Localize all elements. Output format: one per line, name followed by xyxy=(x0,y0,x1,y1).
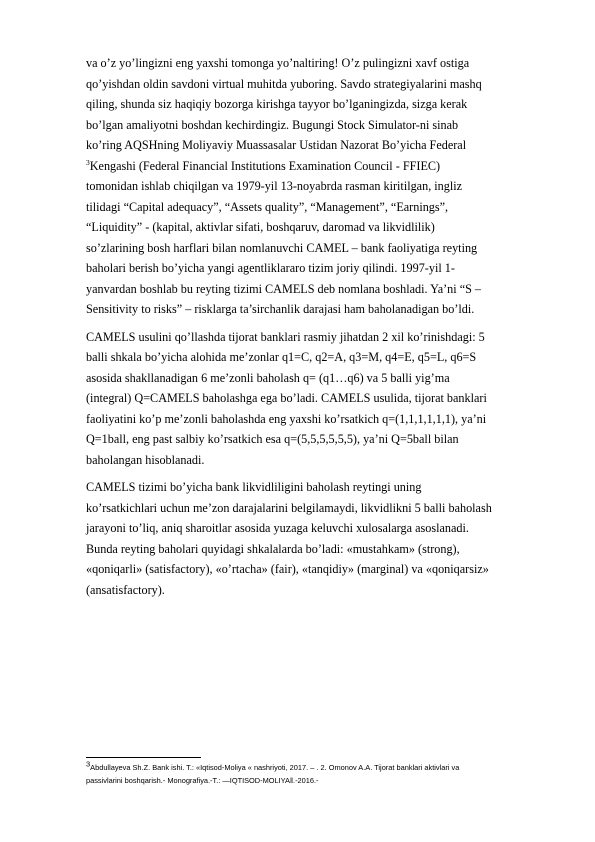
text-line xyxy=(86,156,556,177)
footnote-text: Abdullayeva Sh.Z. Bank ishi. T.: «Iqtisod-Moliya « nashriyoti, 2017. – . 2. Omonov A.A. Tijorat banklari aktivlari va xyxy=(90,763,460,772)
footnote-mark: 3 xyxy=(86,759,91,769)
text-line: tomonidan ishlab chiqilgan va 1979-yil 13-noyabrda rasman kiritilgan, ingliz xyxy=(86,179,463,193)
text-line: qo’yishdan oldin savdoni virtual muhitda yuboring. Savdo strategiyalarini mashq xyxy=(86,76,482,91)
text-line: so’zlarining bosh harflari bilan nomlanuvchi CAMEL – bank faoliyatiga reyting xyxy=(86,240,478,255)
text-line: (integral) Q=CAMELS baholashga ega bo’ladi. CAMELS usulida, tijorat banklari xyxy=(86,391,487,405)
footnote-reference: 3 xyxy=(86,157,90,167)
text-line: (ansatisfactory). xyxy=(86,582,165,597)
text-span: Kengashi (Federal Financial Institutions Examination Council - FFIEC) xyxy=(89,158,441,173)
text-line: Bunda reyting baholari quyidagi shkalalarda bo’ladi: «mustahkam» (strong), xyxy=(86,541,460,556)
text-line: CAMELS usulini qo’llashda tijorat banklari rasmiy jihatdan 2 xil ko’rinishdagi: 5 xyxy=(86,329,485,344)
paragraph-1 xyxy=(86,53,556,320)
text-line: asosida shakllanadigan 6 me’zonli baholash q= (q1…q6) va 5 balli yig’ma xyxy=(86,370,450,385)
document-body xyxy=(86,53,556,607)
footnote-divider xyxy=(86,757,201,758)
text-line: Sensitivity to risks” – risklarga ta’sirchanlik darajasi ham baholanadigan bo’ldi. xyxy=(86,302,475,316)
text-line: balli shkala bo’yicha alohida me’zonlar q1=C, q2=A, q3=M, q4=E, q5=L, q6=S xyxy=(86,350,477,364)
text-line: Q=1ball, eng past salbiy ko’rsatkich esa q=(5,5,5,5,5,5), ya’ni Q=5ball bilan xyxy=(86,432,459,446)
text-line: qiling, shunda siz haqiqiy bozorga kirishga tayyor bo’lganingizda, sizga kerak xyxy=(86,97,468,111)
text-line: baholari berish bo’yicha yangi agentliklararo tizim joriy qilindi. 1997-yil 1- xyxy=(86,261,455,275)
text-line: ko’ring AQSHning Moliyaviy Muassasalar Ustidan Nazorat Bo’yicha Federal xyxy=(86,138,467,152)
footnote-line xyxy=(86,759,566,775)
text-line: yanvardan boshlab bu reyting tizimi CAMELS deb nomlana boshladi. Ya’ni “S – xyxy=(86,281,482,296)
text-line: ko’rsatkichlari uchun me’zon darajalarini belgilamaydi, likvidlikni 5 balli baholash xyxy=(86,500,492,515)
footnote-line: passivlarini boshqarish.- Monografiya.-T.: ―IQTISOD-MOLIYA‖.-2016.- xyxy=(86,775,319,785)
paragraph-2 xyxy=(86,327,556,471)
text-line: va o’z yo’lingizni eng yaxshi tomonga yo’naltiring! O’z pulingizni xavf ostiga xyxy=(86,56,470,70)
text-line: tilidagi “Capital adequacy”, “Assets quality”, “Management”, “Earnings”, xyxy=(86,199,449,214)
text-line: CAMELS tizimi bo’yicha bank likvidliligini baholash reytingi uning xyxy=(86,480,422,494)
text-line: baholangan hisoblanadi. xyxy=(86,452,205,467)
paragraph-3 xyxy=(86,477,556,600)
text-line: “Liquidity” - (kapital, aktivlar sifati, boshqaruv, daromad va likvidlilik) xyxy=(86,220,435,234)
text-line: jarayoni to’liq, aniq sharoitlar asosida yuzaga keluvchi xulosalarga asoslanadi. xyxy=(86,521,469,535)
text-line: «qoniqarli» (satisfactory), «o’rtacha» (fair), «tanqidiy» (marginal) va «qoniqarsiz» xyxy=(86,562,489,576)
footnote xyxy=(86,759,566,787)
text-line: bo’lgan amaliyotni boshdan kechirdingiz. Bugungi Stock Simulator-ni sinab xyxy=(86,117,459,132)
text-line: faoliyatini ko’p me’zonli baholashda eng yaxshi ko’rsatkich q=(1,1,1,1,1,1), ya’ni xyxy=(86,411,487,426)
